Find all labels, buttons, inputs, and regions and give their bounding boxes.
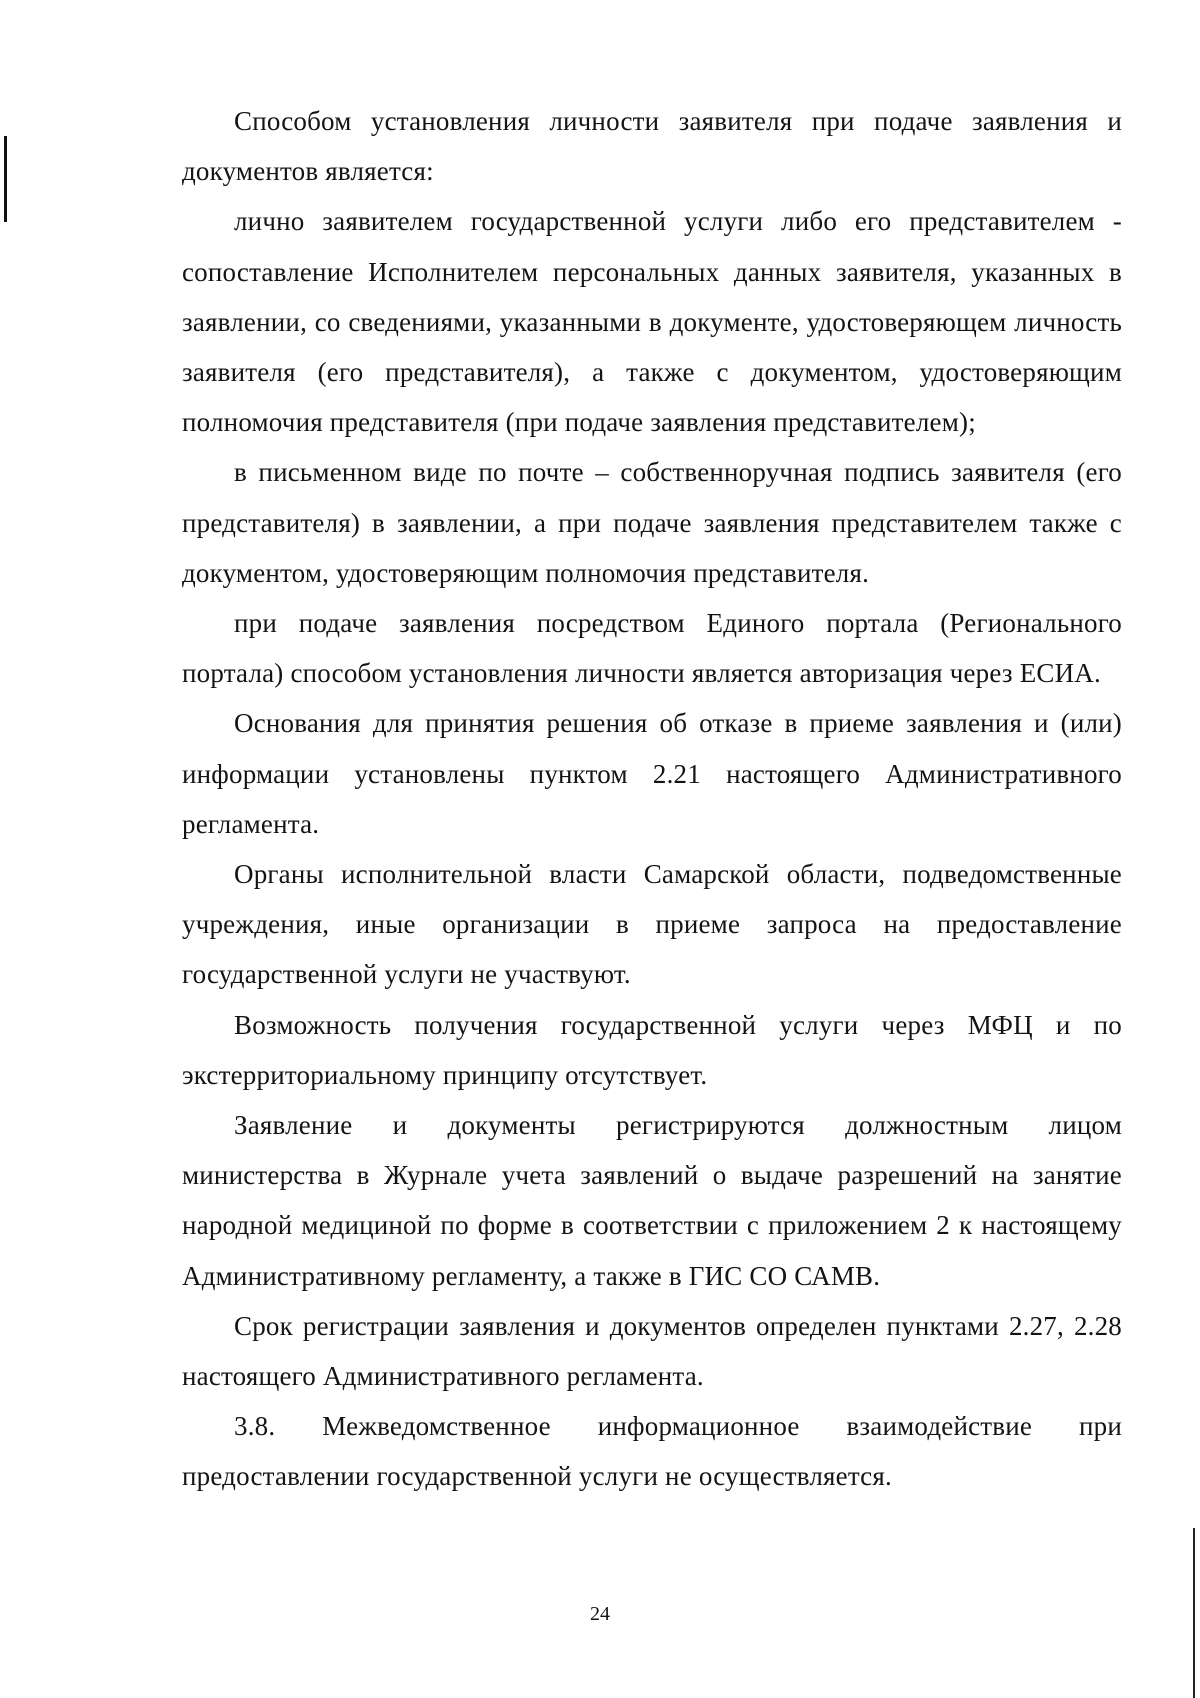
paragraph-identity-method: Способом установления личности заявителя при подаче заявления и документов является: [182, 106, 1122, 187]
paragraph-in-person: лично заявителем государственной услуги либо его представителем - сопоставление Исполнителем персональных данных заявителя, указанных в заявлении, со сведениями, указанными в документе, удостоверяющем личность заявителя (его представителя), а также с документом, удостоверяющим полномочия представителя (при подаче заявления представителем); [182, 206, 1122, 438]
scan-edge-mark-left [4, 136, 7, 222]
paragraph-refusal-grounds: Основания для принятия решения об отказе в приеме заявления и (или) информации установлены пунктом 2.21 настоящего Административного регламента. [182, 708, 1122, 839]
paragraph-registration-term: Срок регистрации заявления и документов определен пунктами 2.27, 2.28 настоящего Административного регламента. [182, 1310, 1122, 1392]
paragraph-portal: при подаче заявления посредством Единого портала (Регионального портала) способом установления личности является авторизация через ЕСИА. [182, 608, 1122, 689]
paragraph-section-3-8: 3.8. Межведомственное информационное взаимодействие при предоставлении государственной услуги не осуществляется. [182, 1411, 1122, 1492]
page-number: 24 [590, 1603, 610, 1625]
paragraph-authorities: Органы исполнительной власти Самарской области, подведомственные учреждения, иные организации в приеме запроса на предоставление государственной услуги не участвуют. [182, 859, 1122, 990]
document-body [182, 96, 1122, 1502]
paragraph-registration: Заявление и документы регистрируются должностным лицом министерства в Журнале учета заявлений о выдаче разрешений на занятие народной медициной по форме в соответствии с приложением 2 к настоящему Административному регламенту, а также в ГИС СО САМВ. [182, 1110, 1122, 1291]
paragraph-mfc: Возможность получения государственной услуги через МФЦ и по экстерриториальному принципу отсутствует. [182, 1009, 1122, 1090]
paragraph-by-mail: в письменном виде по почте – собственноручная подпись заявителя (его представителя) в заявлении, а при подаче заявления представителем также с документом, удостоверяющим полномочия представителя. [182, 457, 1122, 588]
